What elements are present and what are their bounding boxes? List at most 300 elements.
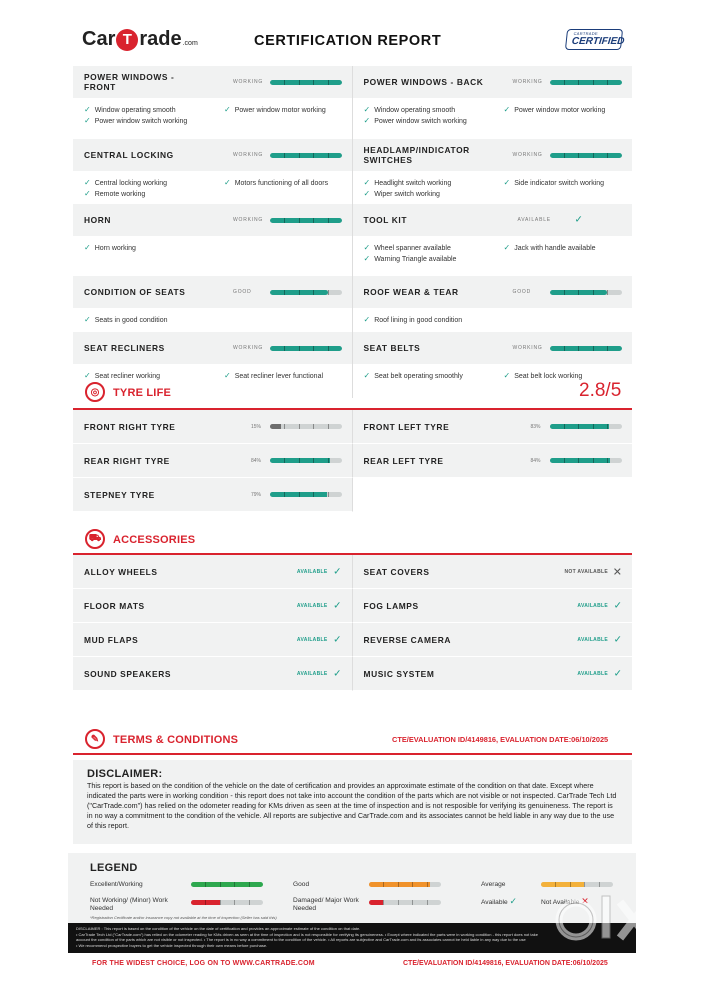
feature-condition-bar bbox=[550, 346, 622, 351]
bar-segment bbox=[578, 346, 579, 351]
feature-status: WORKING bbox=[512, 79, 543, 85]
tyre-icon: ◎ bbox=[85, 382, 105, 402]
accessory-row bbox=[73, 657, 632, 691]
feature-check-item bbox=[84, 178, 167, 187]
feature-seat-belts bbox=[353, 332, 633, 364]
accessories-title: ACCESSORIES bbox=[113, 534, 196, 546]
feature-details bbox=[353, 171, 633, 204]
bar-segment bbox=[328, 218, 329, 223]
feature-name: SEAT BELTS bbox=[363, 343, 421, 353]
accessory-status: AVAILABLE bbox=[296, 636, 328, 643]
tyre-life-bar bbox=[550, 424, 622, 429]
tyre-life-fill bbox=[270, 424, 281, 429]
feature-status: WORKING bbox=[512, 152, 543, 158]
legend-label-available bbox=[481, 897, 517, 907]
feature-condition-bar bbox=[270, 346, 342, 351]
bar-segment bbox=[599, 882, 600, 887]
feature-check-text: Power window motor working bbox=[514, 107, 606, 114]
bar-segment bbox=[607, 80, 608, 85]
footer-evaluation-id: CTE/EVALUATION ID/4149816, EVALUATION DATE:06/10/2025 bbox=[403, 960, 608, 967]
feature-power-windows-back bbox=[353, 66, 633, 98]
check-icon: ✓ bbox=[503, 371, 511, 380]
check-icon: ✓ bbox=[84, 178, 91, 187]
check-icon: ✓ bbox=[84, 315, 91, 324]
feature-condition-bar bbox=[270, 80, 342, 85]
feature-check-item bbox=[504, 243, 596, 252]
bar-segment bbox=[284, 80, 285, 85]
evaluation-id: CTE/EVALUATION ID/4149816, EVALUATION DATE:06/10/2025 bbox=[392, 735, 609, 744]
disclaimer-box bbox=[73, 760, 632, 844]
accessories-header bbox=[73, 527, 632, 553]
accessory-row bbox=[73, 589, 632, 623]
bar-segment bbox=[220, 882, 221, 887]
feature-horn bbox=[73, 204, 353, 236]
bar-segment bbox=[299, 290, 300, 295]
legend-label-damaged: Damaged/ Major Work Needed bbox=[293, 897, 359, 912]
tyre-name: FRONT RIGHT TYRE bbox=[84, 421, 176, 432]
feature-details bbox=[73, 308, 353, 332]
bar-segment bbox=[398, 900, 399, 905]
accessory-name: SOUND SPEAKERS bbox=[84, 668, 172, 679]
check-icon: ✓ bbox=[84, 243, 91, 252]
feature-check-text: Remote working bbox=[94, 191, 146, 198]
legend-label-not-working: Not Working/ (Minor) Work Needed bbox=[90, 897, 168, 912]
disclaimer-title: DISCLAIMER: bbox=[87, 768, 163, 780]
bar-segment bbox=[328, 424, 329, 429]
check-icon: ✓ bbox=[224, 371, 231, 380]
feature-condition-bar bbox=[270, 290, 342, 295]
feature-condition-bar bbox=[270, 218, 342, 223]
feature-check-item bbox=[364, 315, 463, 324]
feature-check-text: Warning Triangle available bbox=[374, 256, 457, 263]
feature-details bbox=[73, 171, 353, 204]
bar-segment bbox=[607, 458, 608, 463]
condition-fill bbox=[270, 218, 342, 223]
feature-check-item bbox=[504, 371, 583, 380]
feature-name: ROOF WEAR & TEAR bbox=[363, 287, 459, 297]
bar-segment bbox=[607, 424, 608, 429]
feature-condition-bar bbox=[550, 153, 622, 158]
tyre-score: 2.8/5 bbox=[579, 380, 622, 401]
feature-status: WORKING bbox=[512, 345, 543, 351]
feature-check-item bbox=[364, 371, 463, 380]
bar-segment bbox=[249, 900, 250, 905]
feature-row-head bbox=[73, 332, 632, 364]
feature-check-text: Central locking working bbox=[94, 180, 168, 187]
legend-bar-excellent bbox=[191, 882, 263, 887]
bar-segment bbox=[578, 290, 579, 295]
bar-segment bbox=[299, 346, 300, 351]
cross-icon: ✕ bbox=[581, 896, 589, 906]
tyre-stepney-tyre bbox=[73, 478, 353, 512]
bar-segment bbox=[593, 153, 594, 158]
feature-check-text: Window operating smooth bbox=[94, 107, 176, 114]
bar-segment bbox=[570, 882, 571, 887]
bar-segment bbox=[299, 424, 300, 429]
check-icon: ✓ bbox=[613, 668, 622, 679]
bar-segment bbox=[284, 290, 285, 295]
bar-segment bbox=[284, 218, 285, 223]
feature-condition-of-seats bbox=[73, 276, 353, 308]
bar-segment bbox=[564, 424, 565, 429]
tyre-percent: 79% bbox=[251, 491, 262, 498]
bar-segment bbox=[564, 290, 565, 295]
tyre-row bbox=[73, 444, 632, 478]
accessory-name: FOG LAMPS bbox=[363, 600, 419, 611]
tyre-front-left-tyre bbox=[353, 410, 633, 444]
feature-status: WORKING bbox=[233, 152, 264, 158]
condition-fill bbox=[270, 346, 342, 351]
feature-seat-recliners bbox=[73, 332, 353, 364]
bar-segment bbox=[564, 458, 565, 463]
bar-segment bbox=[313, 458, 314, 463]
feature-details bbox=[73, 98, 353, 139]
feature-condition-bar bbox=[550, 80, 622, 85]
accessory-status: AVAILABLE bbox=[577, 602, 608, 609]
check-icon: ✓ bbox=[84, 189, 91, 198]
feature-check-item bbox=[224, 105, 326, 114]
accessory-status: NOT AVAILABLE bbox=[564, 568, 608, 575]
accessory-row bbox=[73, 555, 632, 589]
feature-check-text: Seats in good condition bbox=[94, 317, 168, 324]
bar-segment bbox=[564, 153, 565, 158]
feature-check-item bbox=[364, 243, 451, 252]
bar-segment bbox=[383, 900, 384, 905]
logo-car: Car bbox=[82, 28, 116, 50]
feature-name: POWER WINDOWS - FRONT bbox=[84, 72, 175, 92]
accessory-row bbox=[73, 623, 632, 657]
legend-bar-good bbox=[369, 882, 441, 887]
feature-name: HEADLAMP/INDICATOR SWITCHES bbox=[363, 145, 470, 165]
check-icon: ✓ bbox=[363, 105, 371, 114]
legend-bar-damaged bbox=[369, 900, 441, 905]
feature-check-item bbox=[224, 371, 323, 380]
legend-title: LEGEND bbox=[90, 862, 138, 874]
bar-segment bbox=[284, 153, 285, 158]
feature-status: WORKING bbox=[233, 345, 264, 351]
tyre-rear-right-tyre bbox=[73, 444, 353, 478]
accessory-status: AVAILABLE bbox=[577, 636, 608, 643]
tyre-row bbox=[73, 410, 632, 444]
bar-segment bbox=[578, 458, 579, 463]
feature-check-item bbox=[84, 105, 176, 114]
tyre-front-right-tyre bbox=[73, 410, 353, 444]
feature-check-text: Power window switch working bbox=[94, 118, 188, 125]
feature-power-windows-front bbox=[73, 66, 353, 98]
check-icon: ✓ bbox=[333, 668, 342, 679]
bar-segment bbox=[398, 882, 399, 887]
feature-check-text: Horn working bbox=[94, 245, 136, 252]
feature-row-head bbox=[73, 66, 632, 98]
feature-check-item bbox=[364, 116, 467, 125]
bar-segment bbox=[555, 882, 556, 887]
feature-name: CENTRAL LOCKING bbox=[84, 150, 174, 160]
feature-central-locking bbox=[73, 139, 353, 171]
bar-segment bbox=[412, 882, 413, 887]
check-icon: ✓ bbox=[509, 896, 518, 906]
feature-name: CONDITION OF SEATS bbox=[84, 287, 186, 297]
feature-roof-wear-tear bbox=[353, 276, 633, 308]
feature-name: SEAT RECLINERS bbox=[84, 343, 165, 353]
feature-check-text: Headlight switch working bbox=[374, 180, 452, 187]
feature-check-item bbox=[84, 243, 136, 252]
accessory-status: AVAILABLE bbox=[577, 670, 608, 677]
accessory-reverse-camera bbox=[353, 623, 633, 657]
accessory-music-system bbox=[353, 657, 633, 691]
feature-check-item bbox=[84, 116, 187, 125]
tyre-row bbox=[73, 478, 632, 512]
bar-segment bbox=[607, 346, 608, 351]
check-icon: ✓ bbox=[613, 634, 622, 645]
fine-print-1: DISCLAIMER : This report is based on the condition of the vehicle on the date of certification and provides an approximate estimate of the condition on that date. bbox=[76, 926, 361, 931]
tyre-name: REAR LEFT TYRE bbox=[363, 455, 444, 466]
disclaimer-text: This report is based on the condition of the vehicle on the date of certification and provides an approximate estimate of the condition on that date. Except where indicated the parts were in working condition - this report does not take into account the condition of the parts which are not visible or not inspected. CarTrade Tech Ltd ("CarTrade.com") has relied on the odometer reading for KMs driven as seen at the time of inspection and is not resposible for verifying its genuineness. The report is in no way a commitment to the condition of the vehicle. All reports are subjective and CarTrade.com and its associates cannot be held liable in any way due to the use of this report. bbox=[87, 781, 617, 830]
tyre-life-title: TYRE LIFE bbox=[113, 387, 172, 399]
fine-print-4: • We recommend prospective buyers to get the vehicle inspected through their own means before purchase. bbox=[76, 942, 268, 948]
bar-segment bbox=[284, 424, 285, 429]
accessory-fog-lamps bbox=[353, 589, 633, 623]
condition-fill bbox=[270, 80, 342, 85]
legend-label-average: Average bbox=[481, 881, 506, 888]
legend-label-excellent: Excellent/Working bbox=[90, 881, 143, 888]
bar-segment bbox=[313, 346, 314, 351]
feature-details bbox=[353, 236, 633, 276]
bar-segment bbox=[593, 458, 594, 463]
feature-check-item bbox=[84, 189, 145, 198]
feature-condition-bar bbox=[270, 153, 342, 158]
tyre-life-fill bbox=[270, 458, 330, 463]
feature-name: TOOL KIT bbox=[363, 215, 408, 225]
bar-segment bbox=[313, 218, 314, 223]
feature-check-text: Roof lining in good condition bbox=[374, 317, 463, 324]
condition-fill bbox=[550, 80, 622, 85]
check-icon: ✓ bbox=[363, 178, 371, 187]
feature-row-body bbox=[73, 308, 632, 332]
accessory-name: MUSIC SYSTEM bbox=[363, 668, 435, 679]
check-icon: ✓ bbox=[363, 315, 371, 324]
feature-check-text: Jack with handle available bbox=[514, 245, 596, 252]
page-title: CERTIFICATION REPORT bbox=[254, 33, 442, 49]
feature-name: POWER WINDOWS - BACK bbox=[363, 77, 484, 87]
check-icon: ✓ bbox=[363, 116, 371, 125]
feature-status: WORKING bbox=[233, 79, 264, 85]
bar-segment bbox=[328, 346, 329, 351]
accessory-mud-flaps bbox=[73, 623, 353, 657]
accessory-name: FLOOR MATS bbox=[84, 600, 145, 611]
check-icon: ✓ bbox=[224, 105, 231, 114]
feature-details bbox=[353, 98, 633, 139]
bar-segment bbox=[427, 882, 428, 887]
bar-segment bbox=[593, 290, 594, 295]
feature-check-text: Wiper switch working bbox=[374, 191, 440, 198]
feature-check-item bbox=[364, 178, 452, 187]
feature-check-text: Seat recliner lever functional bbox=[234, 373, 324, 380]
footer-website[interactable]: FOR THE WIDEST CHOICE, LOG ON TO WWW.CARTRADE.COM bbox=[92, 960, 315, 967]
feature-check-text: Power window motor working bbox=[234, 107, 326, 114]
document-icon: ✎ bbox=[85, 729, 105, 749]
legend-not-available-text: Not Available bbox=[541, 899, 580, 906]
feature-check-item bbox=[504, 178, 605, 187]
bar-segment bbox=[220, 900, 221, 905]
bar-segment bbox=[313, 424, 314, 429]
bar-segment bbox=[234, 882, 235, 887]
logo-dotcom: .com bbox=[182, 40, 198, 47]
bar-segment bbox=[313, 492, 314, 497]
accessory-status: AVAILABLE bbox=[296, 602, 328, 609]
bar-segment bbox=[607, 290, 608, 295]
feature-name: HORN bbox=[84, 215, 112, 225]
check-icon: ✓ bbox=[503, 243, 511, 252]
tyre-name: REAR RIGHT TYRE bbox=[84, 455, 170, 466]
feature-row-head bbox=[73, 276, 632, 308]
feature-details bbox=[73, 236, 353, 276]
fine-print-3: account the condition of the parts which are not visible or not inspected. • The report is in no way a commitment to the condition of the vehicle. • All reports are subjective and CarTrade.com and its associates cannot be held liable in any way due to the use bbox=[76, 937, 526, 942]
check-icon: ✓ bbox=[363, 243, 371, 252]
bar-segment bbox=[427, 900, 428, 905]
check-icon: ✓ bbox=[503, 178, 511, 187]
tyre-rear-left-tyre bbox=[353, 444, 633, 478]
bar-segment bbox=[205, 882, 206, 887]
bar-segment bbox=[564, 80, 565, 85]
legend-fill bbox=[369, 882, 430, 887]
olx-watermark-icon bbox=[548, 890, 668, 960]
bar-segment bbox=[313, 290, 314, 295]
check-icon: ✓ bbox=[363, 189, 371, 198]
bar-segment bbox=[578, 424, 579, 429]
legend-available-text: Available bbox=[481, 899, 508, 906]
feature-headlamp-indicator-switches bbox=[353, 139, 633, 171]
bar-segment bbox=[412, 900, 413, 905]
bar-segment bbox=[578, 80, 579, 85]
feature-status: AVAILABLE bbox=[517, 217, 551, 223]
bar-segment bbox=[284, 346, 285, 351]
terms-title: TERMS & CONDITIONS bbox=[113, 734, 239, 746]
feature-check-item bbox=[84, 371, 160, 380]
legend-fill bbox=[541, 882, 584, 887]
bar-segment bbox=[584, 882, 585, 887]
legend-bar-not-working bbox=[191, 900, 263, 905]
tyre-name: STEPNEY TYRE bbox=[84, 489, 155, 500]
bar-segment bbox=[313, 153, 314, 158]
accessory-status: AVAILABLE bbox=[296, 670, 328, 677]
feature-row-head bbox=[73, 139, 632, 171]
check-icon: ✓ bbox=[574, 214, 583, 226]
tyre-life-fill bbox=[550, 458, 610, 463]
feature-check-item bbox=[224, 178, 328, 187]
bar-segment bbox=[284, 458, 285, 463]
feature-check-text: Window operating smooth bbox=[374, 107, 456, 114]
bar-segment bbox=[383, 882, 384, 887]
feature-grid bbox=[73, 66, 632, 398]
terms-divider bbox=[73, 753, 632, 755]
bar-segment bbox=[328, 80, 329, 85]
fine-print-2: • CarTrade Tech Ltd ("CarTrade.com") has relied on the odometer reading for KMs driven as seen at the time of inspection and is not responsible for verifying its genuineness. • Except where indicated the parts were in working condition - this report does not take bbox=[76, 931, 538, 937]
car-accessory-icon: ⛟ bbox=[85, 529, 105, 549]
bar-segment bbox=[328, 492, 329, 497]
tyre-life-bar bbox=[270, 492, 342, 497]
condition-fill bbox=[270, 153, 342, 158]
feature-details bbox=[353, 308, 633, 332]
accessory-name: SEAT COVERS bbox=[363, 566, 430, 577]
feature-check-item bbox=[84, 315, 167, 324]
accessory-status: AVAILABLE bbox=[296, 568, 328, 575]
tyre-percent: 84% bbox=[251, 457, 262, 464]
bar-segment bbox=[313, 80, 314, 85]
accessory-name: MUD FLAPS bbox=[84, 634, 139, 645]
check-icon: ✓ bbox=[613, 600, 622, 611]
bar-segment bbox=[607, 153, 608, 158]
condition-fill bbox=[550, 153, 622, 158]
feature-check-text: Motors functioning of all doors bbox=[234, 180, 329, 187]
bar-segment bbox=[593, 346, 594, 351]
feature-condition-bar bbox=[550, 290, 622, 295]
accessory-name: REVERSE CAMERA bbox=[363, 634, 452, 645]
check-icon: ✓ bbox=[224, 178, 231, 187]
tyre-percent: 83% bbox=[530, 423, 541, 430]
accessory-sound-speakers bbox=[73, 657, 353, 691]
tyre-name: FRONT LEFT TYRE bbox=[363, 421, 450, 432]
feature-row-head bbox=[73, 204, 632, 236]
bar-segment bbox=[328, 290, 329, 295]
legend-bar-average bbox=[541, 882, 613, 887]
bar-segment bbox=[249, 882, 250, 887]
tyre-life-bar bbox=[550, 458, 622, 463]
certified-badge bbox=[565, 29, 623, 50]
check-icon: ✓ bbox=[84, 116, 91, 125]
badge-brand: CARTRADE bbox=[573, 31, 599, 36]
check-icon: ✓ bbox=[333, 600, 342, 611]
bar-segment bbox=[299, 153, 300, 158]
bar-segment bbox=[299, 80, 300, 85]
tyre-life-bar bbox=[270, 458, 342, 463]
feature-check-text: Seat belt operating smoothly bbox=[374, 373, 463, 380]
feature-check-text: Power window switch working bbox=[374, 118, 467, 125]
legend-fill bbox=[191, 882, 263, 887]
bar-segment bbox=[593, 424, 594, 429]
feature-check-item bbox=[364, 189, 440, 198]
feature-row-body bbox=[73, 171, 632, 204]
feature-tool-kit bbox=[353, 204, 633, 236]
logo-t-circle: T bbox=[116, 29, 138, 51]
check-icon: ✓ bbox=[363, 254, 371, 263]
check-icon: ✓ bbox=[363, 371, 371, 380]
tyre-percent: 15% bbox=[251, 423, 262, 430]
bar-segment bbox=[205, 900, 206, 905]
feature-row-body bbox=[73, 98, 632, 139]
bar-segment bbox=[299, 492, 300, 497]
feature-check-item bbox=[504, 105, 606, 114]
bar-segment bbox=[299, 218, 300, 223]
tyre-grid bbox=[73, 410, 632, 512]
feature-check-text: Wheel spanner available bbox=[374, 245, 451, 252]
feature-status: WORKING bbox=[233, 217, 264, 223]
legend-label-good: Good bbox=[293, 881, 310, 888]
bar-segment bbox=[234, 900, 235, 905]
accessory-floor-mats bbox=[73, 589, 353, 623]
bar-segment bbox=[578, 153, 579, 158]
accessory-name: ALLOY WHEELS bbox=[84, 566, 158, 577]
check-icon: ✓ bbox=[333, 634, 342, 645]
badge-certified: CERTIFIED bbox=[571, 36, 625, 47]
bar-segment bbox=[328, 153, 329, 158]
cartrade-logo[interactable] bbox=[82, 28, 198, 51]
feature-check-text: Seat recliner working bbox=[94, 373, 161, 380]
feature-check-item bbox=[364, 105, 456, 114]
check-icon: ✓ bbox=[333, 566, 342, 577]
feature-status: GOOD bbox=[512, 289, 531, 295]
legend-note: *Registration Certificate and/or insurance copy not available at the time of inspection (Seller has said this) bbox=[90, 915, 277, 920]
report-header bbox=[0, 0, 706, 64]
